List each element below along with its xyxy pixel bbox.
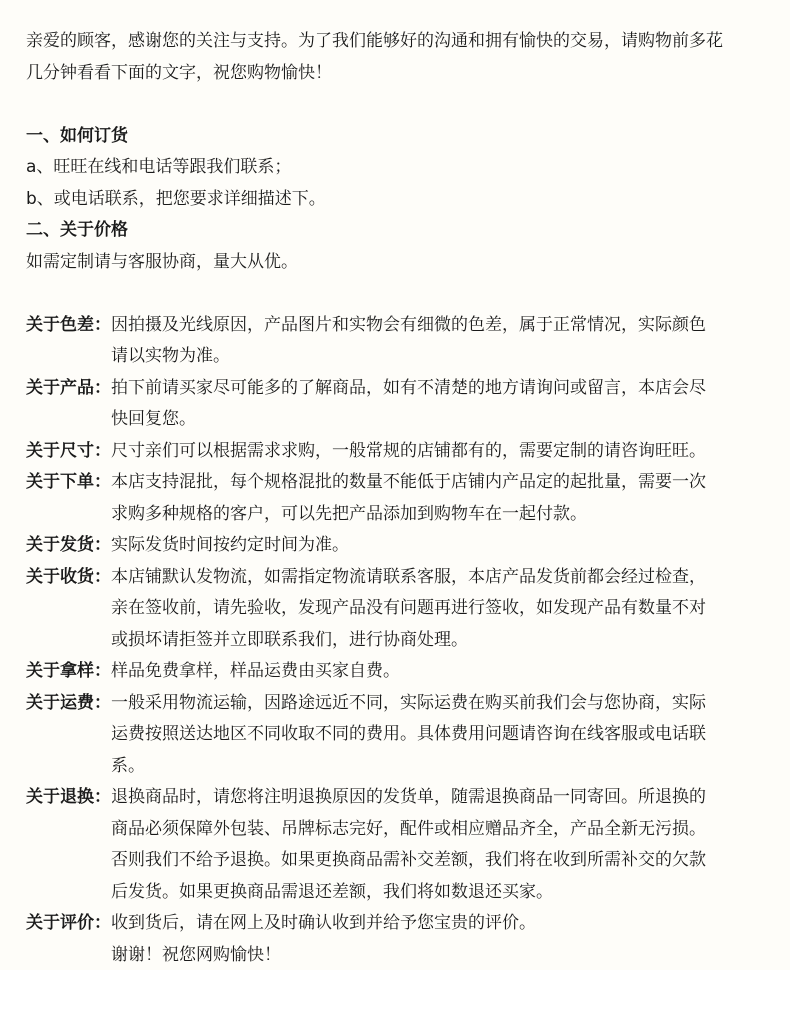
section-price-text: 如需定制请与客服协商，量大从优。 [26,251,298,272]
faq-body-line: 求购多种规格的客户，可以先把产品添加到购物车在一起付款。 [111,503,587,524]
faq-item [26,688,770,783]
faq-body-line: 后发货。如果更换商品需退还差额，我们将如数退还买家。 [111,881,553,902]
faq-label: 关于色差： [26,314,111,335]
faq-body [111,908,770,971]
faq-body-line: 本店支持混批，每个规格混批的数量不能低于店铺内产品定的起批量，需要一次 [111,472,706,492]
faq-item [26,656,770,688]
faq-body [111,688,770,783]
faq-list [26,310,770,972]
faq-body-line: 亲在签收前，请先验收，发现产品没有问题再进行签收，如发现产品有数量不对 [111,598,706,618]
faq-body-line: 因拍摄及光线原因，产品图片和实物会有细微的色差，属于正常情况，实际颜色 [111,314,706,335]
intro-line-1: 亲爱的顾客，感谢您的关注与支持。为了我们能够好的沟通和拥有愉快的交易，请购物前多花 [26,31,723,51]
faq-body-line: 样品免费拿样，样品运费由买家自费。 [111,661,400,681]
faq-body-line: 商品必须保障外包装、吊牌标志完好，配件或相应赠品齐全，产品全新无污损。 [111,818,706,839]
faq-body-line: 快回复您。 [111,409,196,429]
faq-body-line: 否则我们不给予退换。如果更换商品需补交差额，我们将在收到所需补交的欠款 [111,850,706,870]
faq-item [26,436,770,468]
faq-body-line: 系。 [111,755,145,776]
faq-body [111,373,770,436]
faq-label: 关于运费： [26,692,111,713]
intro-line-2: 几分钟看看下面的文字，祝您购物愉快！ [26,62,332,83]
faq-body [111,467,770,530]
faq-item [26,467,770,530]
faq-body [111,562,770,657]
faq-item [26,310,770,373]
section-order-title: 一、如何订货 [26,125,128,146]
faq-body-line: 拍下前请买家尽可能多的了解商品，如有不清楚的地方请询问或留言，本店会尽 [111,377,706,398]
faq-body-line: 谢谢！祝您网购愉快！ [111,944,281,965]
faq-body [111,310,770,373]
faq-label: 关于产品： [26,377,111,398]
spacer [26,89,770,121]
faq-body-line: 退换商品时，请您将注明退换原因的发货单，随需退换商品一同寄回。所退换的 [111,787,706,807]
faq-body [111,782,770,908]
faq-body-line: 本店铺默认发物流，如需指定物流请联系客服，本店产品发货前都会经过检查， [111,566,706,587]
faq-label: 关于评价： [26,913,111,933]
faq-body-line: 收到货后，请在网上及时确认收到并给予您宝贵的评价。 [111,913,536,933]
faq-body-line: 尺寸亲们可以根据需求求购，一般常规的店铺都有的，需要定制的请咨询旺旺。 [111,440,706,461]
faq-body [111,436,770,468]
faq-item [26,530,770,562]
section-price-title: 二、关于价格 [26,220,128,240]
faq-item [26,373,770,436]
faq-label: 关于收货： [26,566,111,587]
faq-body-line: 运费按照送达地区不同收取不同的费用。具体费用问题请咨询在线客服或电话联 [111,724,706,744]
faq-body [111,530,770,562]
faq-label: 关于退换： [26,787,111,807]
faq-label: 关于下单： [26,472,111,492]
faq-body [111,656,770,688]
faq-item [26,562,770,657]
faq-item [26,908,770,971]
faq-item [26,782,770,908]
faq-body-line: 请以实物为准。 [111,346,230,366]
faq-label: 关于拿样： [26,661,111,681]
faq-body-line: 或损坏请拒签并立即联系我们，进行协商处理。 [111,629,468,650]
spacer [26,278,770,310]
faq-body-line: 实际发货时间按约定时间为准。 [111,535,349,555]
section-order-item-a: a、旺旺在线和电话等跟我们联系； [26,157,292,177]
footer-band [0,970,790,1010]
faq-label: 关于发货： [26,535,111,555]
faq-label: 关于尺寸： [26,440,111,461]
faq-body-line: 一般采用物流运输，因路途远近不同，实际运费在购买前我们会与您协商，实际 [111,692,706,713]
section-order-item-b: b、或电话联系，把您要求详细描述下。 [26,188,326,209]
